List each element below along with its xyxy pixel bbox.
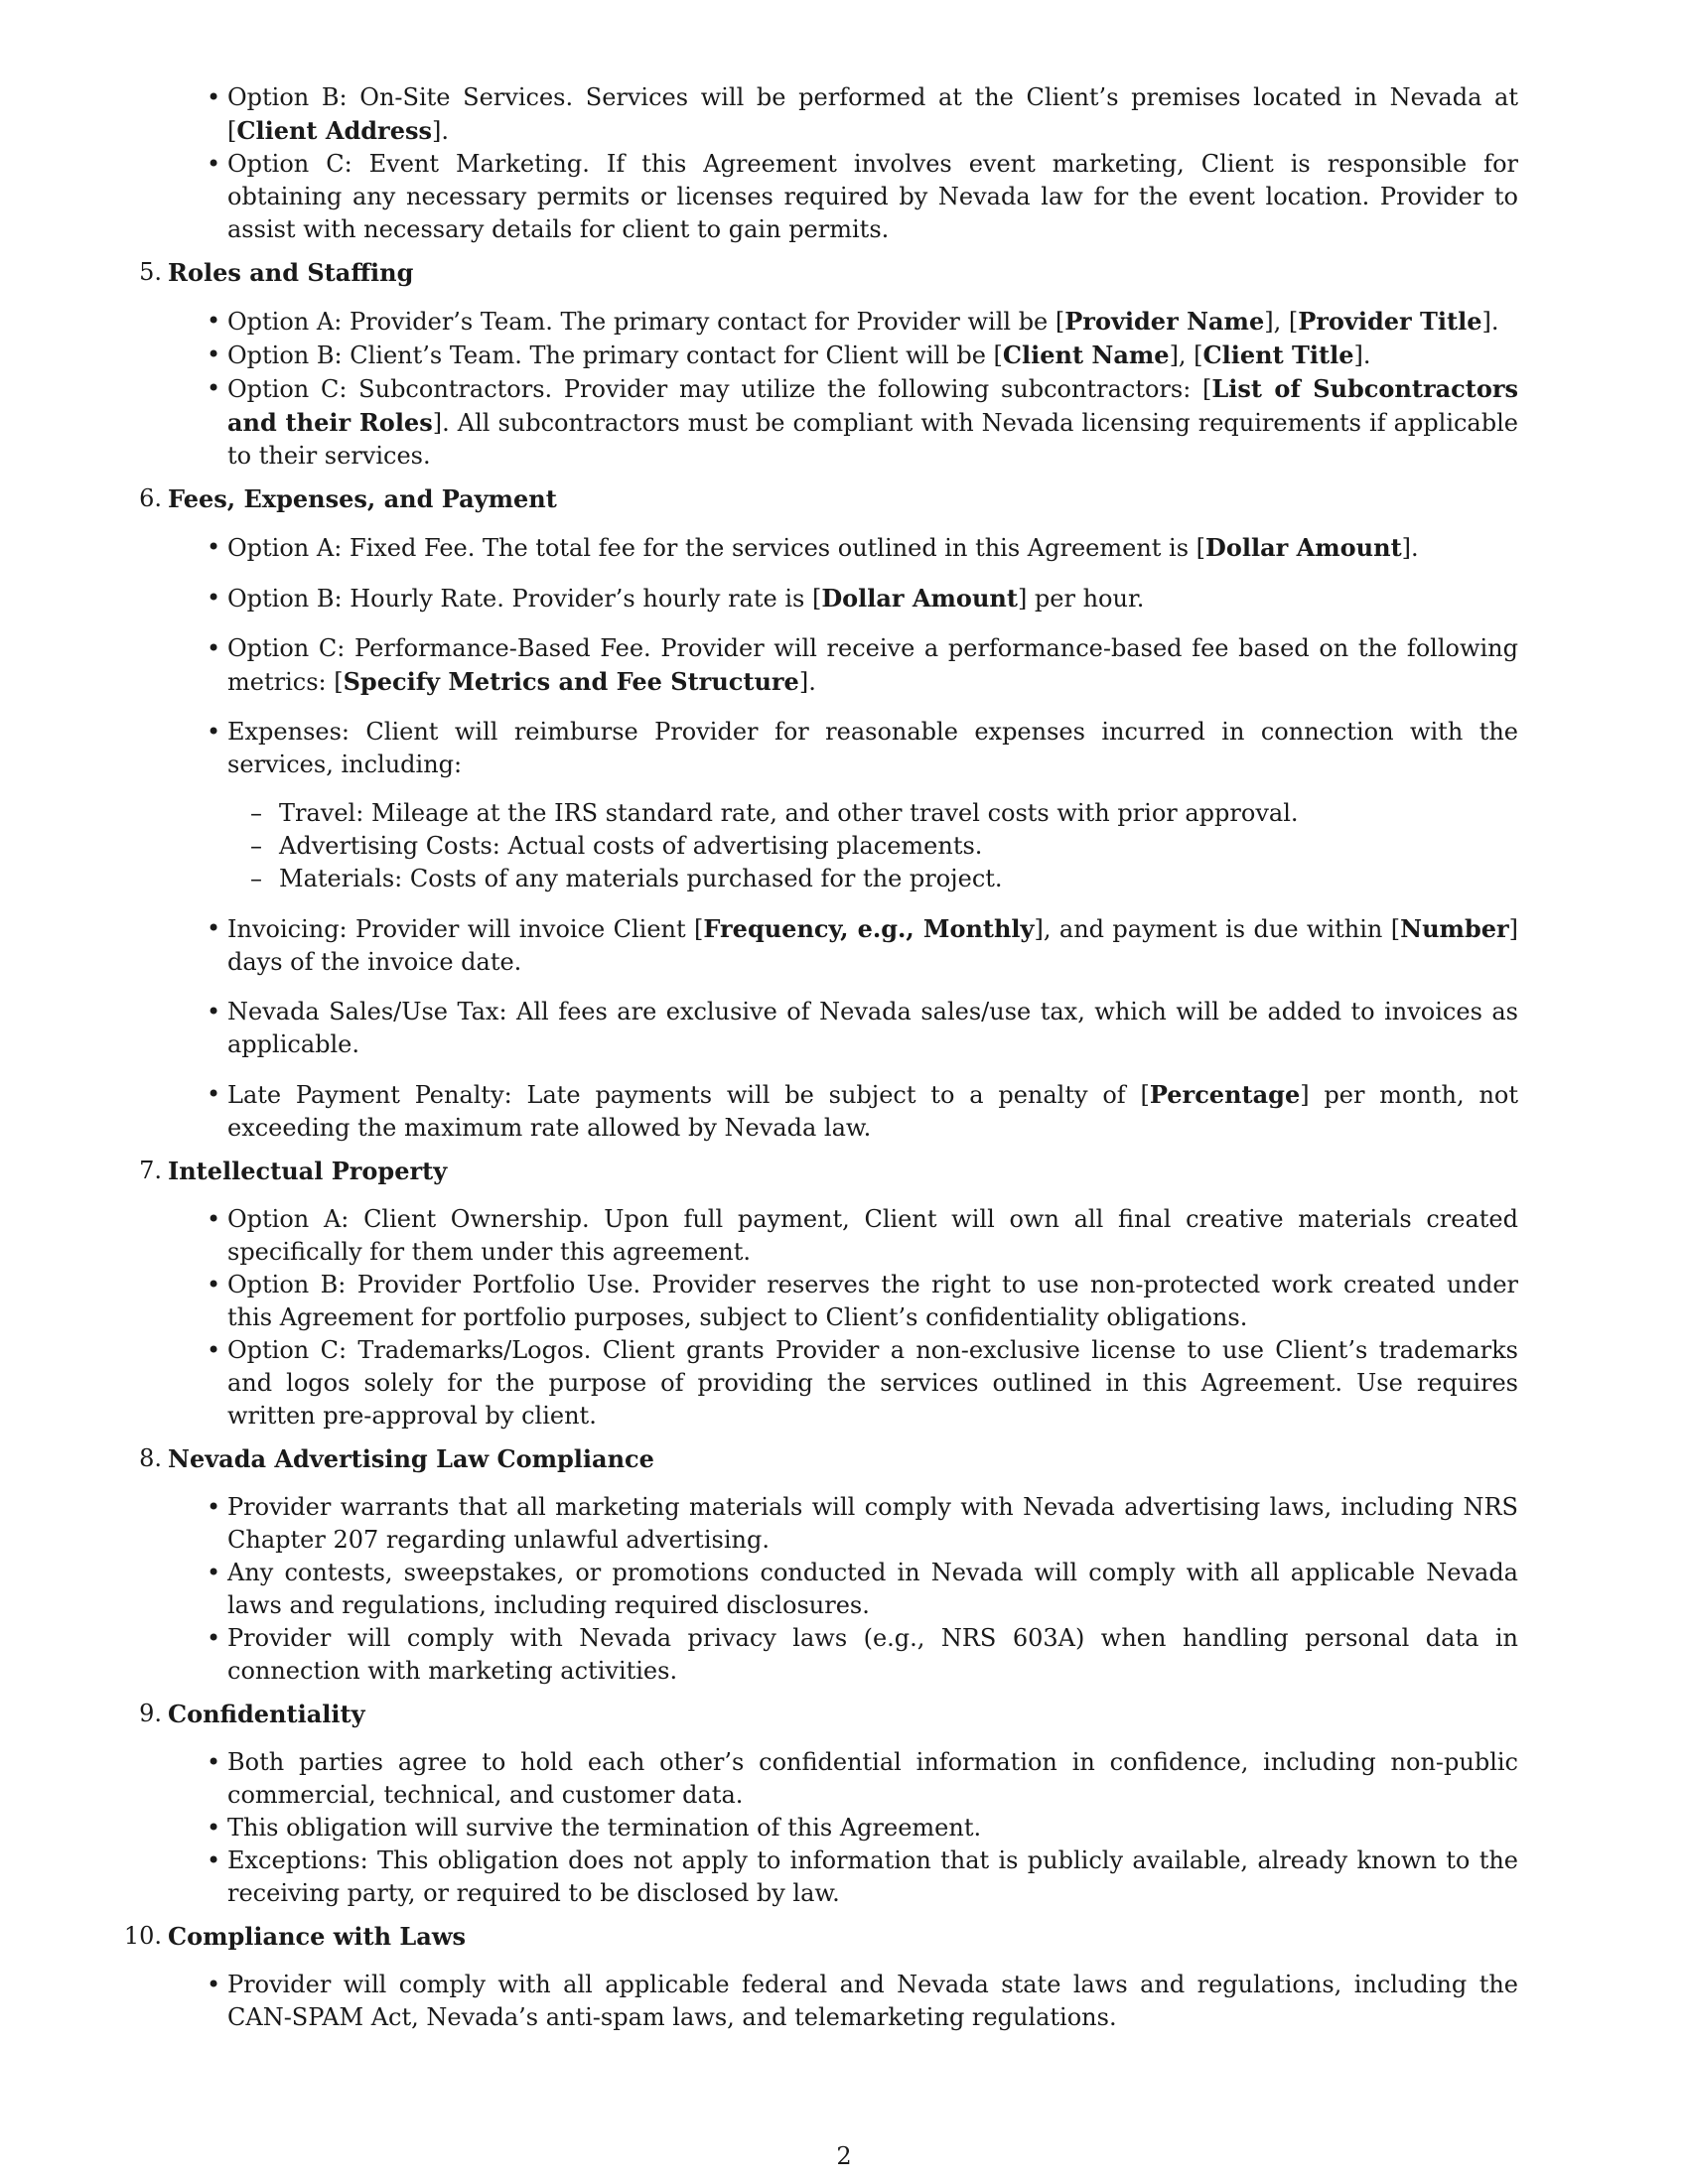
sub-list-item: – Materials: Costs of any materials purchased for the project. (121, 863, 1591, 895)
list-item: • This obligation will survive the termination of this Agreement. (121, 1812, 1591, 1844)
list-item: • Option B: Provider Portfolio Use. Provider reserves the right to use non-protected work created under this Agreement for portfolio purposes, subject to Client’s confidentiality obligations. (121, 1269, 1591, 1334)
section-confidentiality (121, 1698, 1591, 1910)
list-item: • Provider warrants that all marketing materials will comply with Nevada advertising laws, including NRS Chapter 207 regarding unlawful advertising. (121, 1491, 1591, 1557)
list-item: • Option A: Fixed Fee. The total fee for the services outlined in this Agreement is [Dollar Amount]. (121, 531, 1591, 565)
list-item: • Any contests, sweepstakes, or promotions conducted in Nevada will comply with all applicable Nevada laws and regulations, including required disclosures. (121, 1557, 1591, 1622)
list-item: • Option C: Trademarks/Logos. Client grants Provider a non-exclusive license to use Client’s trademarks and logos solely for the purpose of providing the services outlined in this Agreement. Use requires written pre-approval by client. (121, 1334, 1591, 1433)
list-item: • Option B: On-Site Services. Services will be performed at the Client’s premises located in Nevada at [Client Address]. (121, 81, 1591, 148)
section-compliance-with-laws (121, 1920, 1591, 2034)
section-intellectual-property (121, 1155, 1591, 1433)
section-heading: 5. Roles and Staffing (139, 258, 414, 287)
list-item: • Option C: Performance-Based Fee. Provider will receive a performance-based fee based on the following metrics: [Specify Metrics and Fee Structure]. (121, 632, 1591, 699)
document-body (121, 81, 1591, 2034)
section-heading: 9. Confidentiality (139, 1700, 365, 1728)
section-heading: 7. Intellectual Property (139, 1157, 448, 1185)
section-roles-and-staffing (121, 256, 1591, 473)
expenses-sublist (121, 797, 1591, 895)
list-item: • Option C: Event Marketing. If this Agreement involves event marketing, Client is responsible for obtaining any necessary permits or licenses required by Nevada law for the event location. Provider to assist with necessary details for client to gain permits. (121, 148, 1591, 246)
sub-list-item: – Travel: Mileage at the IRS standard rate, and other travel costs with prior approval. (121, 797, 1591, 830)
list-item: • Exceptions: This obligation does not apply to information that is publicly available, already known to the receiving party, or required to be disclosed by law. (121, 1844, 1591, 1910)
list-item: • Option B: Hourly Rate. Provider’s hourly rate is [Dollar Amount] per hour. (121, 582, 1591, 615)
intro-list (121, 81, 1591, 246)
list-item: • Invoicing: Provider will invoice Client [Frequency, e.g., Monthly], and payment is due within [Number] days of the invoice date. (121, 912, 1591, 979)
section-heading: 10. Compliance with Laws (123, 1922, 467, 1951)
list-item: • Option C: Subcontractors. Provider may utilize the following subcontractors: [List of Subcontractors and their Roles]. All subcontractors must be compliant with Nevada licensing requirements if applicable to their services. (121, 372, 1591, 473)
list-item: • Expenses: Client will reimburse Provider for reasonable expenses incurred in connection with the services, including: – Travel: Mileage at the IRS standard rate, and other travel costs with prior approval. – Advertising Costs: Actual costs of advertising placements. – Materials: Costs of any materials purchased for the project. (121, 716, 1591, 895)
section-fees-expenses-payment (121, 482, 1591, 1145)
section-nevada-advertising-law (121, 1442, 1591, 1688)
list-item: • Option B: Client’s Team. The primary contact for Client will be [Client Name], [Client Title]. (121, 339, 1591, 372)
page-number: 2 (836, 2142, 852, 2170)
sub-list-item: – Advertising Costs: Actual costs of advertising placements. (121, 830, 1591, 863)
list-item: • Nevada Sales/Use Tax: All fees are exclusive of Nevada sales/use tax, which will be added to invoices as applicable. (121, 996, 1591, 1061)
list-item: • Late Payment Penalty: Late payments will be subject to a penalty of [Percentage] per month, not exceeding the maximum rate allowed by Nevada law. (121, 1078, 1591, 1145)
section-heading: 6. Fees, Expenses, and Payment (139, 484, 557, 513)
list-item: • Provider will comply with all applicable federal and Nevada state laws and regulations, including the CAN-SPAM Act, Nevada’s anti-spam laws, and telemarketing regulations. (121, 1969, 1591, 2034)
list-item: • Option A: Provider’s Team. The primary contact for Provider will be [Provider Name], [Provider Title]. (121, 305, 1591, 339)
list-item: • Option A: Client Ownership. Upon full payment, Client will own all final creative materials created specifically for them under this agreement. (121, 1203, 1591, 1269)
list-item: • Provider will comply with Nevada privacy laws (e.g., NRS 603A) when handling personal data in connection with marketing activities. (121, 1622, 1591, 1688)
list-item: • Both parties agree to hold each other’s confidential information in confidence, including non-public commercial, technical, and customer data. (121, 1746, 1591, 1812)
section-heading: 8. Nevada Advertising Law Compliance (139, 1444, 654, 1473)
